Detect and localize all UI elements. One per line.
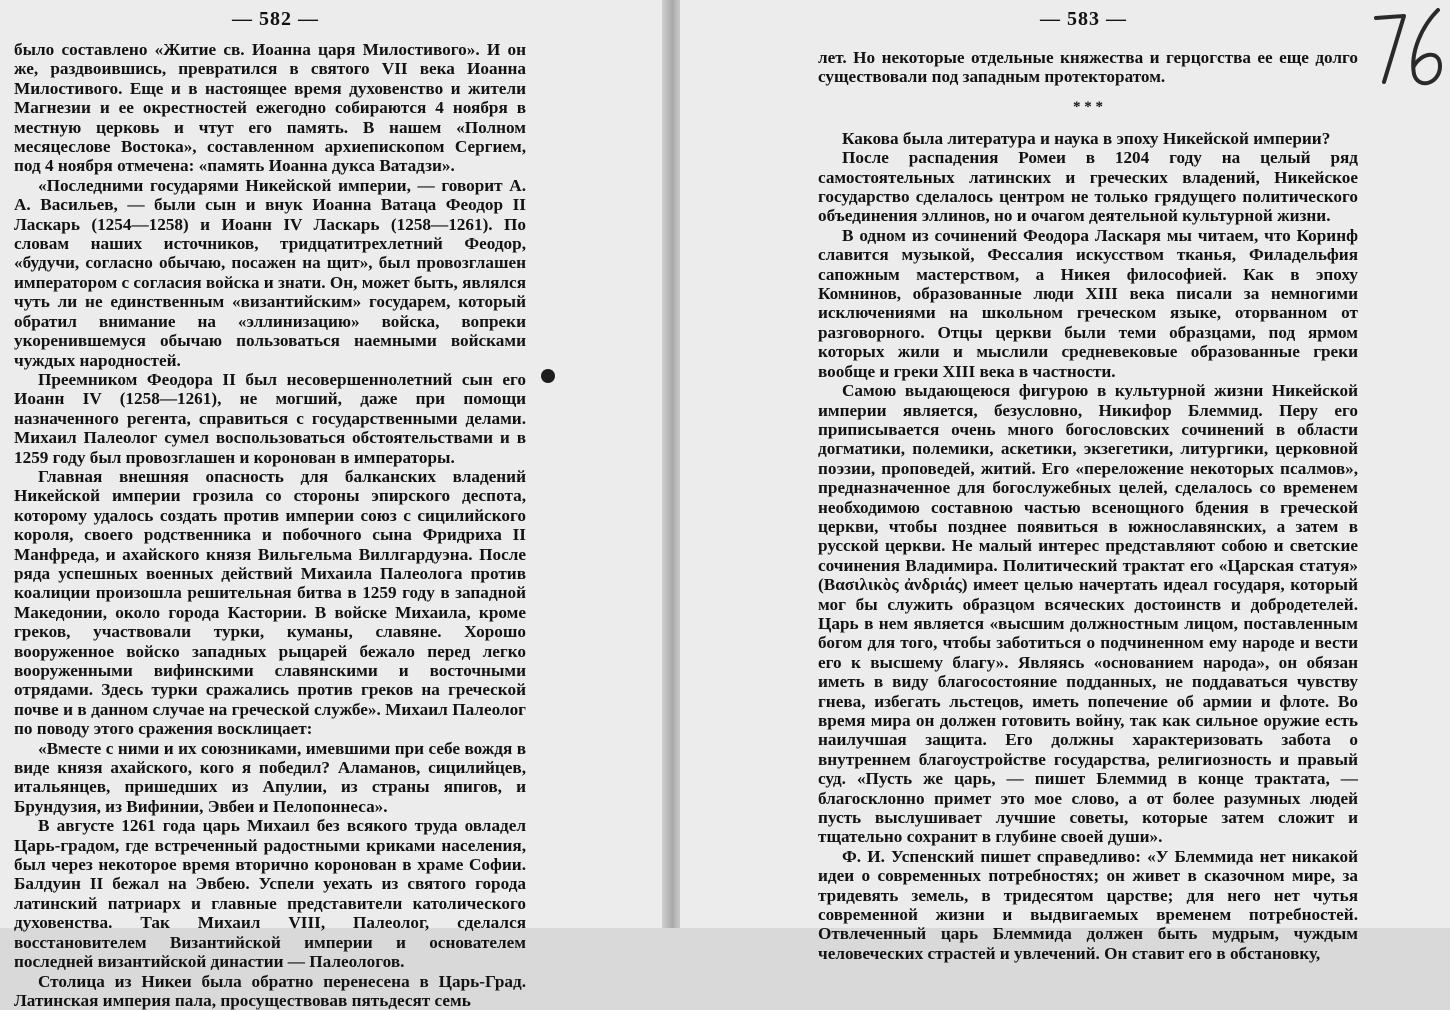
- paragraph: Столица из Никеи была обратно перенесена в Царь-Град. Латинская империя пала, просуществовав пятьдесят семь: [14, 972, 526, 1010]
- left-page-text: [14, 40, 526, 1010]
- paragraph: В одном из сочинений Феодора Ласкаря мы читаем, что Коринф славится музыкой, Фессалия искусством тканья, Филадельфия сапожным мастерством, а Никея философией. Как в эпоху Комнинов, образованные люди XIII века писали за немногими исключениями на школьном греческом языке, оторванном от разговорного. Отцы церкви были теми образцами, под ярмом которых жили и мыслили средневековые образованные греки вообще и греки XIII века в частности.: [818, 226, 1358, 381]
- left-page: [0, 0, 668, 928]
- paragraph: После распадения Ромеи в 1204 году на целый ряд самостоятельных латинских и греческих владений, Никейское государство сделалось центром не только грядущего политического объединения эллинов, но и очагом деятельной культурной жизни.: [818, 148, 1358, 226]
- paragraph: было составлено «Житие св. Иоанна царя Милостивого». И он же, раздвоившись, превратился в святого VII века Иоанна Милостивого. Еще и в настоящее время духовенство и жители Магнезии и ее окрестностей ежегодно собираются 4 ноября в местную церковь и чтут его память. В нашем «Полном месяцеслове Востока», составленном архиепископом Сергием, под 4 ноября отмечена: «память Иоанна дукса Ватадзи».: [14, 40, 526, 176]
- paragraph: Самою выдающеюся фигурою в культурной жизни Никейской империи является, безусловно, Никифор Блеммид. Перу его приписывается очень много богословских сочинений в области догматики, полемики, аскетики, экзегетики, литургики, церковной поэзии, проповедей, житий. Его «переложение некоторых псалмов», предназначенное для богослужебных целей, сделалось со временем необходимою составною частью всенощного бдения в греческой церкви, чтобы позднее появиться в южнославянских, а затем в русской церкви. Не малый интерес представляют собою и светские сочинения Владимира. Политический трактат его «Царская статуя» (Βασιλικὸς ἀνδριάς) имеет целью начертать идеал государя, который мог бы служить образцом всяческих достоинств и добродетелей. Царь в нем является «высшим должностным лицом, поставленным богом для того, чтобы заботиться о подчиненном ему народе и вести его к высшему благу». Являясь «основанием народа», он обязан иметь в виду благосостояние подданных, не поддаваться чувству гнева, избегать льстецов, иметь попечение об армии и флоте. Во время мира он должен готовить войну, так как сильное оружие есть наилучшая защита. Его должны характеризовать забота о внутреннем благоустройстве государства, религиозность и правый суд. «Пусть же царь, — пишет Блеммид в конце трактата, — благосклонно примет это мое слово, а от более разумных людей пусть выслушивает лучшие советы, которые затем сложит и тщательно сохранит в глубине своей души».: [818, 381, 1358, 847]
- paragraph: Какова была литература и наука в эпоху Никейской империи?: [818, 129, 1358, 148]
- handwritten-page-mark: [1370, 4, 1448, 92]
- paragraph: Преемником Феодора II был несовершеннолетний сын его Иоанн IV (1258—1261), не могший, даже при помощи назначенного регента, справиться с государственными делами. Михаил Палеолог сумел воспользоваться обстоятельствами и в 1259 году был провозглашен и коронован в императоры.: [14, 370, 526, 467]
- ink-blot: [541, 369, 555, 383]
- right-page-text: [818, 48, 1358, 963]
- page-number-left: — 582 —: [232, 8, 319, 31]
- paragraph: «Вместе с ними и их союзниками, имевшими при себе вождя в виде князя ахайского, кого я победил? Аламанов, сицилийцев, итальянцев, пришедших из Апулии, из страны япигов, и Брундузия, из Вифинии, Эвбеи и Пелопоннеса».: [14, 739, 526, 817]
- paragraph: Главная внешняя опасность для балканских владений Никейской империи грозила со стороны эпирского деспота, которому удалось создать против империи союз с сицилийского короля, своего родственника и побочного сына Фридриха II Манфреда, и ахайского князя Вильгельма Виллгардуэна. После ряда успешных военных действий Михаила Палеолога против коалиции произошла решительная битва в 1259 году в западной Македонии, около города Кастории. В войске Михаила, кроме греков, участвовали турки, куманы, славяне. Хорошо вооруженное войско западных рыцарей бежало перед легко вооруженными вифинскими славянскими и восточными отрядами. Здесь турки сражались против греков на греческой почве и в данном случае на греческой службе». Михаил Палеолог по поводу этого сражения восклицает:: [14, 467, 526, 739]
- paragraph: Ф. И. Успенский пишет справедливо: «У Блеммида нет никакой идеи о современных потребностях; он живет в сказочном мире, за тридевять земель, в тридесятом царстве; для него нет чутья современной жизни и выдвигаемых временем потребностей. Отвлеченный царь Блеммида должен быть мудрым, чуждым человеческих страстей и увлечений. Он ставит его в обстановку,: [818, 847, 1358, 963]
- paragraph: лет. Но некоторые отдельные княжества и герцогства ее еще долго существовали под западным протекторатом.: [818, 48, 1358, 87]
- right-page: [680, 0, 1450, 928]
- paragraph: «Последними государями Никейской империи, — говорит А. А. Васильев, — были сын и внук Иоанна Ватаца Феодор II Ласкарь (1254—1258) и Иоанн IV Ласкарь (1258—1261). По словам наших источников, тридцатитрехлетний Феодор, «будучи, согласно обычаю, посажен на щит», был провозглашен императором с согласия войска и знати. Он, может быть, являлся чуть ли не единственным «византийским» государем, который обратил внимание на «эллинизацию» войска, вопреки укоренившемуся обычаю пользоваться наемными войсками чуждых народностей.: [14, 176, 526, 370]
- paragraph: В августе 1261 года царь Михаил без всякого труда овладел Царь-градом, где встреченный радостными криками населения, был через некоторое время вторично коронован в храме Софии. Балдуин II бежал на Эвбею. Успели уехать из святого города латинский патриарх и главные представители католического духовенства. Так Михаил VIII, Палеолог, сделался восстановителем Византийской империи и основателем последней византийской династии — Палеологов.: [14, 816, 526, 971]
- page-number-right: — 583 —: [1040, 8, 1127, 31]
- section-separator: * * *: [818, 99, 1358, 115]
